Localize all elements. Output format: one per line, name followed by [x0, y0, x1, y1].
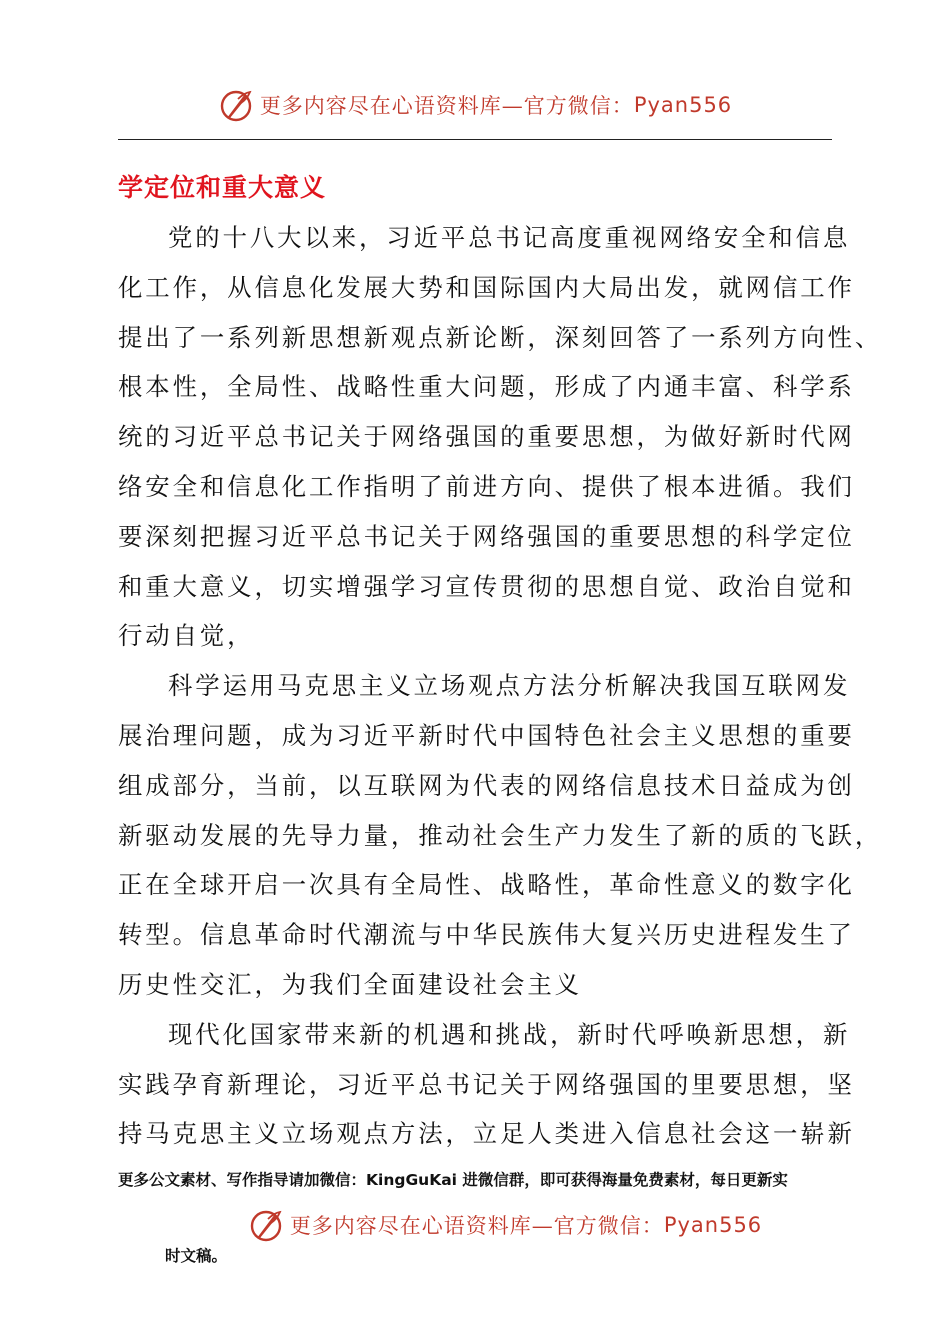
body-line: 实践孕育新理论，习近平总书记关于网络强国的里要思想，坚: [118, 1069, 855, 1099]
body-line: 持马克思主义立场观点方法，立足人类进入信息社会这一崭新: [118, 1119, 855, 1149]
section-heading: 学定位和重大意义: [118, 173, 327, 202]
body-line: 展治理问题，成为习近平新时代中国特色社会主义思想的重要: [118, 720, 855, 750]
watermark-wechat-id: Pyan556: [633, 93, 733, 117]
watermark-text: 更多内容尽在心语资料库—官方微信：: [289, 1214, 664, 1238]
watermark-wechat-id: Pyan556: [663, 1213, 763, 1237]
quill-pen-logo-icon: [248, 1207, 284, 1243]
body-line: 络安全和信息化工作指明了前进方向、提供了根本进循。我们: [118, 471, 855, 501]
body-line: 根本性，全局性、战略性重大问题，形成了内通丰富、科学系: [118, 372, 855, 402]
header-divider: [118, 139, 832, 140]
body-line: 科学运用马克思主义立场观点方法分析解决我国互联网发: [168, 671, 851, 701]
body-line: 新驱动发展的先导力量，推动社会生产力发生了新的质的飞跃，: [118, 820, 883, 850]
header-watermark: [0, 80, 950, 130]
document-body: [118, 213, 883, 1159]
footer-watermark: [0, 1202, 950, 1248]
body-line: 正在全球开启一次具有全局性、战略性，革命性意义的数字化: [118, 870, 855, 900]
quill-pen-logo-icon: [218, 87, 254, 123]
body-line: 统的习近平总书记关于网络强国的重要思想，为做好新时代网: [118, 422, 855, 452]
body-line: 行动自觉，: [118, 621, 255, 651]
body-line: 转型。信息革命时代潮流与中华民族伟大复兴历史进程发生了: [118, 920, 855, 950]
wechat-notice-line2: 时文稿。: [165, 1247, 228, 1265]
body-line: 现代化国家带来新的机遇和挑战，新时代呼唤新思想，新: [168, 1019, 851, 1049]
body-line: 要深刻把握习近平总书记关于网络强国的重要思想的科学定位: [118, 521, 855, 551]
body-line: 历史性交汇，为我们全面建设社会主义: [118, 969, 582, 999]
body-line: 化工作，从信息化发展大势和国际国内大局出发，就网信工作: [118, 272, 855, 302]
body-line: 提出了一系列新思想新观点新论断，深刻回答了一系列方向性、: [118, 322, 883, 352]
body-line: 和重大意义，切实增强学习宣传贯彻的思想自觉、政治自觉和: [118, 571, 855, 601]
watermark-text: 更多内容尽在心语资料库—官方微信：: [259, 94, 634, 118]
body-line: 组成部分，当前，以互联网为代表的网络信息技术日益成为创: [118, 770, 855, 800]
wechat-notice-line1: 更多公文素材、写作指导请加微信：KingGuKai 进微信群，即可获得海量免费素材，每日更新实: [118, 1171, 788, 1189]
body-line: 党的十八大以来，习近平总书记高度重视网络安全和信息: [168, 223, 851, 252]
